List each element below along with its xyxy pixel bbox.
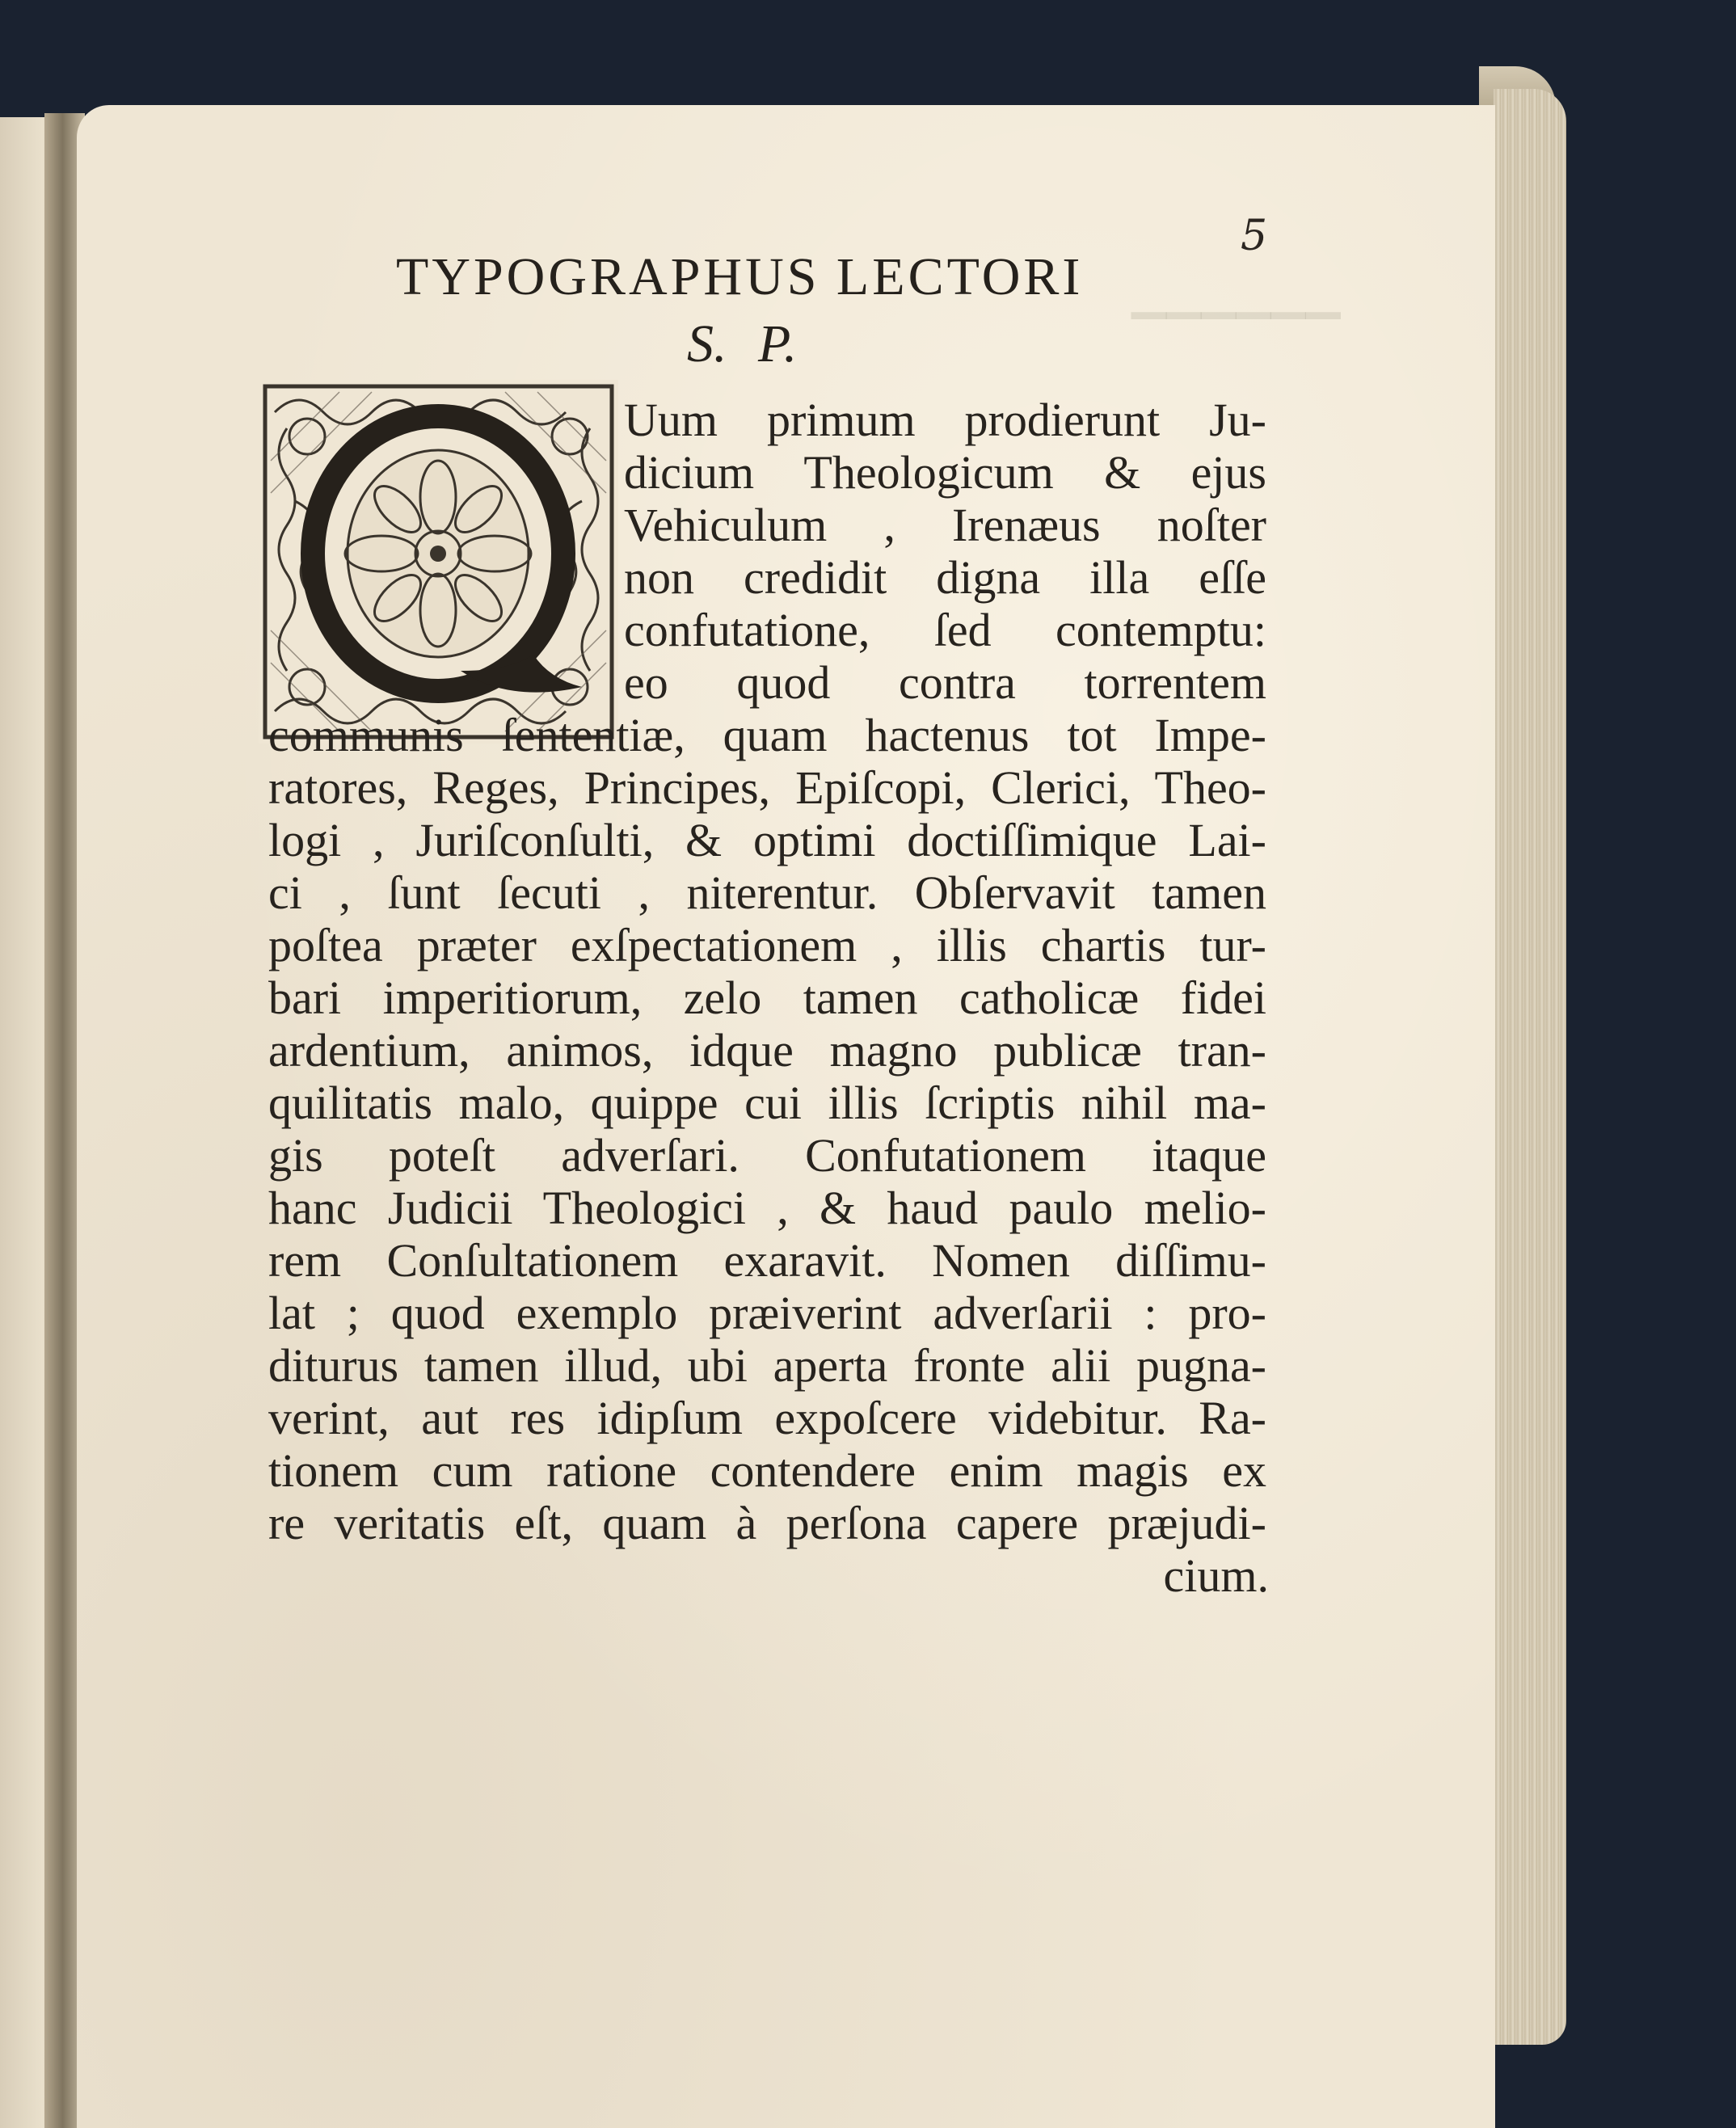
text-line-6: eo quod contra torrentem [624, 656, 1266, 709]
woodcut-initial-icon [259, 380, 618, 744]
text-line-14: quilitatis malo, quippe cui illis ſcriptis nihil ma- [268, 1077, 1266, 1129]
page-subtitle: S. P. [687, 314, 798, 373]
text-line-15: gis poteſt adverſari. Confutationem itaque [268, 1129, 1266, 1182]
text-line-3: Vehiculum , Irenæus noſter [624, 499, 1266, 551]
text-line-5: confutatione, ſed contemptu: [624, 604, 1266, 656]
text-line-4: non credidit digna illa eſſe [624, 551, 1266, 604]
page-title: TYPOGRAPHUS LECTORI [396, 247, 1084, 306]
page-number: 5 [1241, 212, 1268, 260]
text-line-22: re veritatis eſt, quam à perſona capere præjudi- [268, 1497, 1266, 1549]
text-line-23: cium. [1163, 1549, 1269, 1602]
text-line-20: verint, aut res idipſum expoſcere videbitur. Ra- [268, 1392, 1266, 1444]
text-line-10: ci , ſunt ſecuti , niterentur. Obſervavit tamen [268, 866, 1266, 919]
bleed-through-mark: ▁▁▁▁▁▁ [1131, 268, 1341, 318]
text-line-18: lat ; quod exemplo præiverint adverſarii : pro- [268, 1287, 1266, 1339]
text-line-8: ratores, Reges, Principes, Epiſcopi, Clerici, Theo- [268, 761, 1266, 814]
text-line-21: tionem cum ratione contendere enim magis ex [268, 1444, 1266, 1497]
text-line-9: logi , Juriſconſulti, & optimi doctiſſimique Lai- [268, 814, 1266, 866]
decorated-initial-q [259, 380, 618, 744]
text-line-16: hanc Judicii Theologici , & haud paulo melio- [268, 1182, 1266, 1234]
text-line-11: poſtea præter exſpectationem , illis chartis tur- [268, 919, 1266, 971]
text-line-2: dicium Theologicum & ejus [624, 446, 1266, 499]
text-line-19: diturus tamen illud, ubi aperta fronte alii pugna- [268, 1339, 1266, 1392]
text-line-1: Uum primum prodierunt Ju- [624, 394, 1266, 446]
text-line-17: rem Conſultationem exaravit. Nomen diſſimu- [268, 1234, 1266, 1287]
text-line-7: communis ſententiæ, quam hactenus tot Impe- [268, 709, 1266, 761]
text-line-12: bari imperitiorum, zelo tamen catholicæ fidei [268, 971, 1266, 1024]
page-stack-edge [1494, 89, 1566, 2045]
text-line-13: ardentium, animos, idque magno publicæ tran- [268, 1024, 1266, 1077]
